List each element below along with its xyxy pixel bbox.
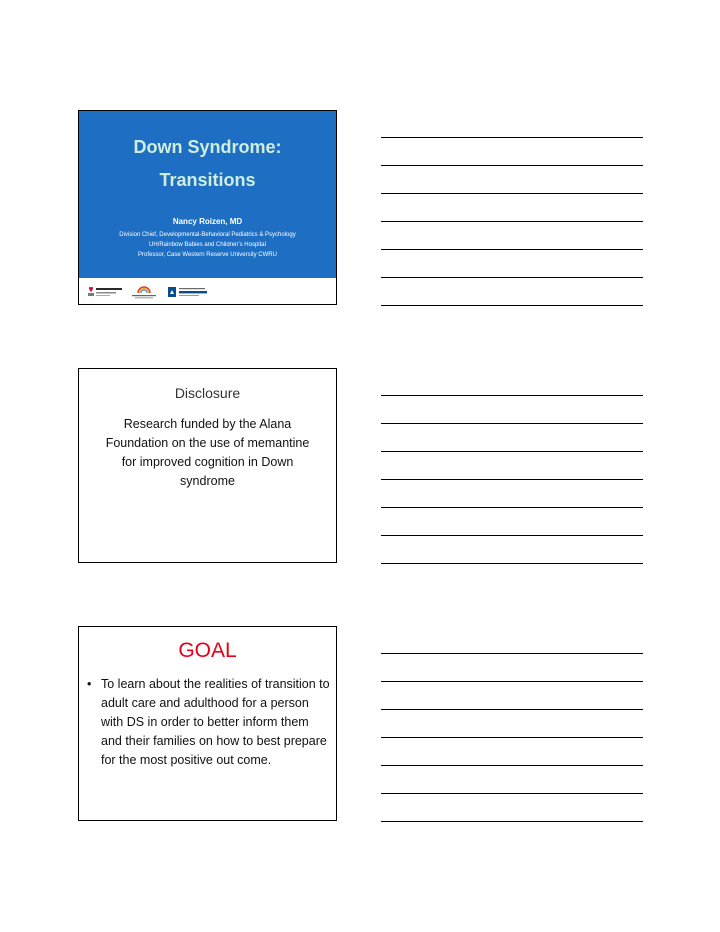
note-line bbox=[381, 165, 643, 166]
note-line bbox=[381, 249, 643, 250]
note-line bbox=[381, 535, 643, 536]
slide-3 bbox=[78, 626, 337, 821]
note-line bbox=[381, 507, 643, 508]
note-line bbox=[381, 395, 643, 396]
author-affiliation-3: Professor, Case Western Reserve University CWRU bbox=[138, 252, 277, 258]
note-line bbox=[381, 793, 643, 794]
goal-bullet-list bbox=[87, 675, 330, 770]
goal-bullet-text: To learn about the realities of transition to adult care and adulthood for a person with DS in order to better inform them and their families on how to best prepare for the most positive out come. bbox=[101, 677, 330, 767]
goal-heading: GOAL bbox=[178, 639, 237, 662]
rainbow-babies-logo bbox=[129, 285, 159, 299]
note-line bbox=[381, 737, 643, 738]
note-line bbox=[381, 423, 643, 424]
author-name: Nancy Roizen, MD bbox=[172, 217, 243, 226]
note-line bbox=[381, 681, 643, 682]
author-affiliation-1: Division Chief, Developmental-Behavioral Pediatrics & Psychology bbox=[119, 232, 296, 238]
author-affiliation-2: UH/Rainbow Babies and Children’s Hospital bbox=[149, 242, 266, 248]
slide-2 bbox=[78, 368, 337, 563]
note-line bbox=[381, 305, 643, 306]
university-hospitals-logo bbox=[86, 285, 124, 299]
note-line bbox=[381, 653, 643, 654]
note-line bbox=[381, 277, 643, 278]
note-line bbox=[381, 221, 643, 222]
disclosure-heading: Disclosure bbox=[174, 385, 241, 401]
case-western-logo bbox=[167, 285, 209, 299]
note-line bbox=[381, 137, 643, 138]
note-line bbox=[381, 479, 643, 480]
logo-bar bbox=[79, 278, 336, 305]
slide-1 bbox=[78, 110, 337, 305]
slide-title-line-2: Transitions bbox=[159, 170, 256, 190]
note-line bbox=[381, 451, 643, 452]
note-line bbox=[381, 563, 643, 564]
note-line bbox=[381, 821, 643, 822]
disclosure-body: Research funded by the Alana Foundation on the use of memantine for improved cognition in Down syndrome bbox=[105, 417, 310, 488]
note-line bbox=[381, 765, 643, 766]
slide-title-line-1: Down Syndrome: bbox=[133, 137, 282, 157]
bullet-marker: • bbox=[87, 677, 92, 691]
note-line bbox=[381, 709, 643, 710]
note-line bbox=[381, 193, 643, 194]
